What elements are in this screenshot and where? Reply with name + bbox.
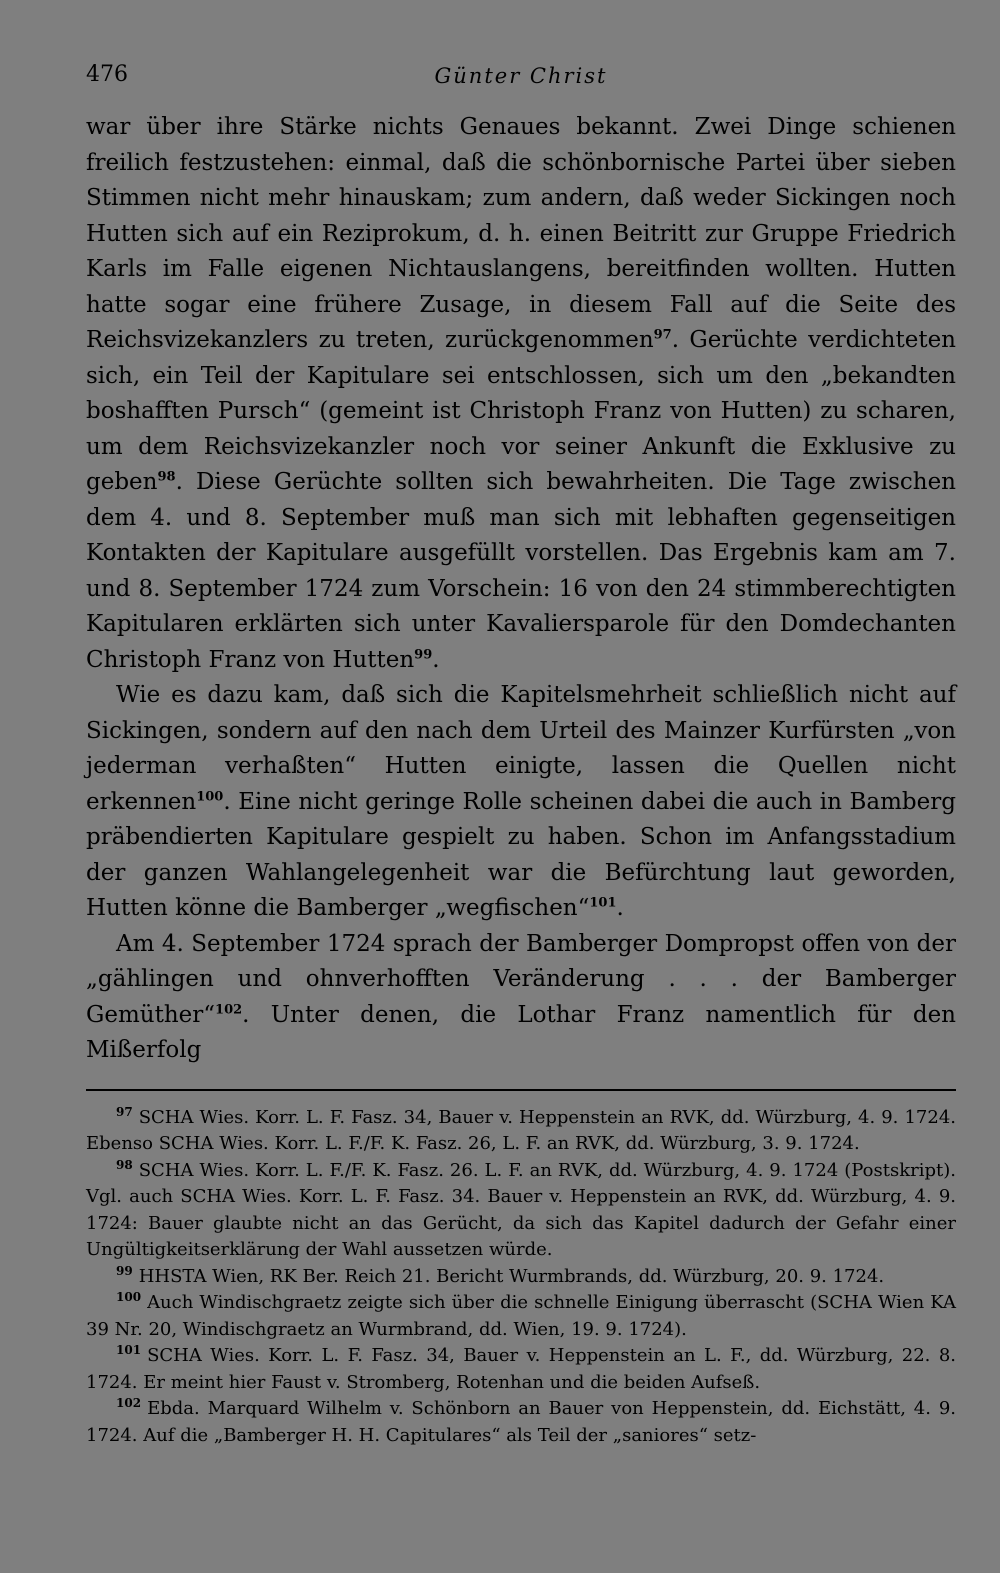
paragraph-text: . Diese Gerüchte sollten sich bewahrheiten. Die Tage zwischen dem 4. und 8. September muß man sich mit lebhaften gegenseitigen Kontakten der Kapitulare ausgefüllt vorstellen. Das Ergebnis kam am 7. und 8. September 1724 zum Vorschein: 16 von den 24 stimmberechtigten Kapitularen erklärten sich unter Kavaliersparole für den Domdechanten Christoph Franz von Hutten	[86, 469, 956, 673]
footnote-number: 99	[116, 1263, 133, 1278]
footnote-reference: 101	[589, 895, 617, 911]
body-paragraph	[86, 927, 956, 1069]
running-title: Günter Christ	[434, 64, 608, 88]
paragraph-text: war über ihre Stärke nichts Genaues bekannt. Zwei Dinge schienen freilich festzustehen: einmal, daß die schönbornische Partei über sieben Stimmen nicht mehr hinauskam; zum andern, daß weder Sickingen noch Hutten sich auf ein Reziprokum, d. h. einen Beitritt zur Gruppe Friedrich Karls im Falle eigenen Nichtauslangens, bereitfinden wollten. Hutten hatte sogar eine frühere Zusage, in diesem Fall auf die Seite des Reichsvizekanzlers zu treten, zurückgenommen	[86, 114, 956, 353]
body-paragraph	[86, 110, 956, 678]
footnote-reference: 99	[414, 646, 433, 662]
footnote-text: HHSTA Wien, RK Ber. Reich 21. Bericht Wurmbrands, dd. Würzburg, 20. 9. 1724.	[138, 1265, 885, 1287]
paragraph-text: Am 4. September 1724 sprach der Bamberger Dompropst offen von der „gählingen und ohnverhofften Veränderung . . . der Bamberger Gemüther“	[86, 930, 956, 1028]
footnote-text: SCHA Wies. Korr. L. F./F. K. Fasz. 26. L. F. an RVK, dd. Würzburg, 4. 9. 1724 (Postskript). Vgl. auch SCHA Wies. Korr. L. F. Fasz. 34. Bauer v. Heppenstein an RVK, dd. Würzburg, 4. 9. 1724: Bauer glaubte nicht an das Gerücht, da sich das Kapitel dadurch der Gefahr einer Ungültigkeitserklärung der Wahl aussetzen würde.	[86, 1159, 956, 1260]
body-paragraph	[86, 678, 956, 927]
footnote	[86, 1264, 956, 1291]
footnote-number: 98	[116, 1157, 133, 1172]
page-number: 476	[86, 62, 128, 87]
footnote	[86, 1158, 956, 1264]
footnote	[86, 1105, 956, 1158]
body-text	[86, 110, 956, 1069]
paragraph-text: . Eine nicht geringe Rolle scheinen dabei die auch in Bamberg präbendierten Kapitulare gespielt zu haben. Schon im Anfangsstadium der ganzen Wahlangelegenheit war die Befürchtung laut geworden, Hutten könne die Bamberger „wegfischen“	[86, 788, 956, 921]
footnotes	[86, 1105, 956, 1450]
footnote-number: 102	[116, 1396, 142, 1410]
footnote-reference: 100	[196, 788, 224, 804]
paragraph-text: .	[432, 646, 440, 673]
footnote-reference: 102	[215, 1001, 243, 1017]
paragraph-text: . Gerüchte verdichteten sich, ein Teil der Kapitulare sei entschlossen, sich um den „bekandten boshafften Pursch“ (gemeint ist Christoph Franz von Hutten) zu scharen, um dem Reichsvizekanzler noch vor seiner Ankunft die Exklusive zu geben	[86, 327, 956, 495]
paragraph-text: . Unter denen, die Lothar Franz namentlich für den Mißerfolg	[86, 1001, 956, 1063]
footnote-number: 97	[116, 1104, 133, 1119]
book-page	[86, 62, 956, 1449]
footnote-reference: 98	[157, 469, 176, 485]
footnote-text: Auch Windischgraetz zeigte sich über die schnelle Einigung überrascht (SCHA Wien KA 39 Nr. 20, Windischgraetz an Wurmbrand, dd. Wien, 19. 9. 1724).	[86, 1292, 956, 1340]
footnote-separator	[86, 1089, 956, 1091]
footnote-number: 100	[116, 1290, 142, 1304]
footnote-text: Ebda. Marquard Wilhelm v. Schönborn an Bauer von Heppenstein, dd. Eichstätt, 4. 9. 1724. Auf die „Bamberger H. H. Capitulares“ als Teil der „saniores“ setz-	[86, 1398, 956, 1446]
paragraph-text: .	[616, 895, 624, 921]
page-header	[86, 62, 956, 92]
footnote-text: SCHA Wies. Korr. L. F. Fasz. 34, Bauer v. Heppenstein an L. F., dd. Würzburg, 22. 8. 1724. Er meint hier Faust v. Stromberg, Rotenhan und die beiden Aufseß.	[86, 1345, 956, 1393]
footnote-reference: 97	[653, 327, 672, 343]
footnote-number: 101	[116, 1343, 142, 1357]
footnote	[86, 1396, 956, 1449]
footnote	[86, 1290, 956, 1343]
footnote-text: SCHA Wies. Korr. L. F. Fasz. 34, Bauer v. Heppenstein an RVK, dd. Würzburg, 4. 9. 1724. Ebenso SCHA Wies. Korr. L. F./F. K. Fasz. 26, L. F. an RVK, dd. Würzburg, 3. 9. 1724.	[86, 1106, 956, 1154]
footnote	[86, 1343, 956, 1396]
paragraph-text: Wie es dazu kam, daß sich die Kapitelsmehrheit schließlich nicht auf Sickingen, sondern auf den nach dem Urteil des Mainzer Kurfürsten „von jederman verhaßten“ Hutten einigte, lassen die Quellen nicht erkennen	[86, 682, 956, 815]
